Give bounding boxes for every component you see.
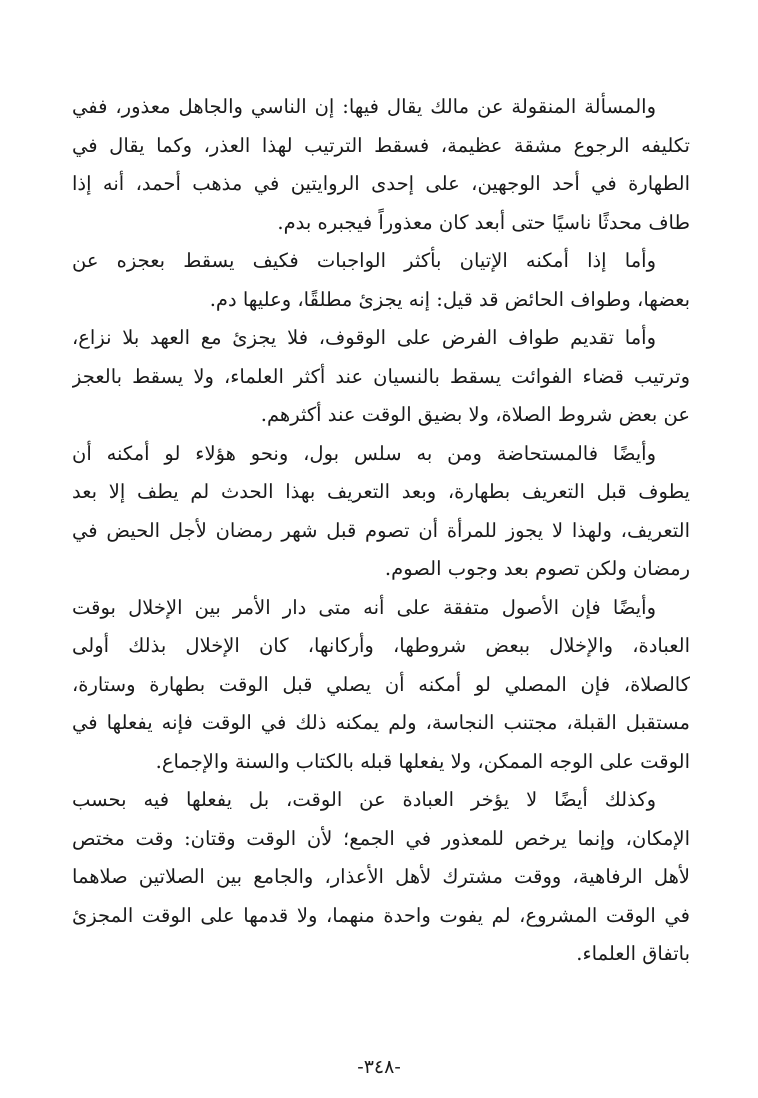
paragraph-5 [72,589,690,782]
text-line: وكذلك أيضًا لا يؤخر العبادة عن الوقت، بل يفعلها فيه بحسب [72,788,656,811]
text-line: في الوقت المشروع، لم يفوت واحدة منهما، ولا قدمها على الوقت المجزئ [72,903,690,927]
text-line: الطهارة في أحد الوجهين، على إحدى الروايتين في مذهب أحمد، أنه إذا [72,172,690,195]
text-line: وأما إذا أمكنه الإتيان بأكثر الواجبات فكيف يسقط بعجزه عن [72,249,656,272]
paragraph-3 [72,319,690,435]
text-line: والمسألة المنقولة عن مالك يقال فيها: إن الناسي والجاهل معذور، ففي [72,95,656,118]
text-line: تكليفه الرجوع مشقة عظيمة، فسقط الترتيب لهذا العذر، وكما يقال في [72,133,690,157]
text-line: وأيضًا فإن الأصول متفقة على أنه متى دار الأمر بين الإخلال بوقت [72,595,656,619]
text-line: لأهل الرفاهية، ووقت مشترك لأهل الأعذار، والجامع بين الصلاتين صلاهما [72,865,690,888]
text-line: عن بعض شروط الصلاة، ولا بضيق الوقت عند أكثرهم. [260,403,690,426]
paragraph-2 [72,242,690,319]
text-line: رمضان ولكن تصوم بعد وجوب الصوم. [384,557,690,580]
text-line: الإمكان، وإنما يرخص للمعذور في الجمع؛ لأن الوقت وقتان: وقت مختص [72,826,690,850]
paragraph-6 [72,781,690,974]
text-line: كالصلاة، فإن المصلي لو أمكنه أن يصلي قبل الوقت بطهارة وستارة، [72,672,690,696]
text-line: وأيضًا فالمستحاضة ومن به سلس بول، ونحو هؤلاء لو أمكنه أن [72,441,656,465]
text-line: باتفاق العلماء. [576,942,690,965]
text-line: بعضها، وطواف الحائض قد قيل: إنه يجزئ مطلقًا، وعليها دم. [209,287,690,311]
text-line: العبادة، والإخلال ببعض شروطها، وأركانها، كان الإخلال بذلك أولى [72,634,690,657]
paragraph-1 [72,88,690,242]
page-number: -٣٤٨- [357,1056,401,1078]
text-line: يطوف قبل التعريف بطهارة، وبعد التعريف بهذا الحدث لم يطف إلا بعد [72,480,690,503]
text-line: التعريف، ولهذا لا يجوز للمرأة أن تصوم قبل شهر رمضان لأجل الحيض في [72,518,690,542]
paragraph-4 [72,435,690,589]
text-line: الوقت على الوجه الممكن، ولا يفعلها قبله بالكتاب والسنة والإجماع. [155,749,690,773]
book-page-body [72,88,690,974]
text-line: وأما تقديم طواف الفرض على الوقوف، فلا يجزئ مع العهد بلا نزاع، [72,326,656,349]
text-line: مستقبل القبلة، مجتنب النجاسة، ولم يمكنه ذلك في الوقت فإنه يفعلها في [72,711,690,734]
text-line: وترتيب قضاء الفوائت يسقط بالنسيان عند أكثر العلماء، ولا يسقط بالعجز [72,364,690,388]
text-line: طاف محدثًا ناسيًا حتى أبعد كان معذوراً فيجبره بدم. [277,210,690,234]
